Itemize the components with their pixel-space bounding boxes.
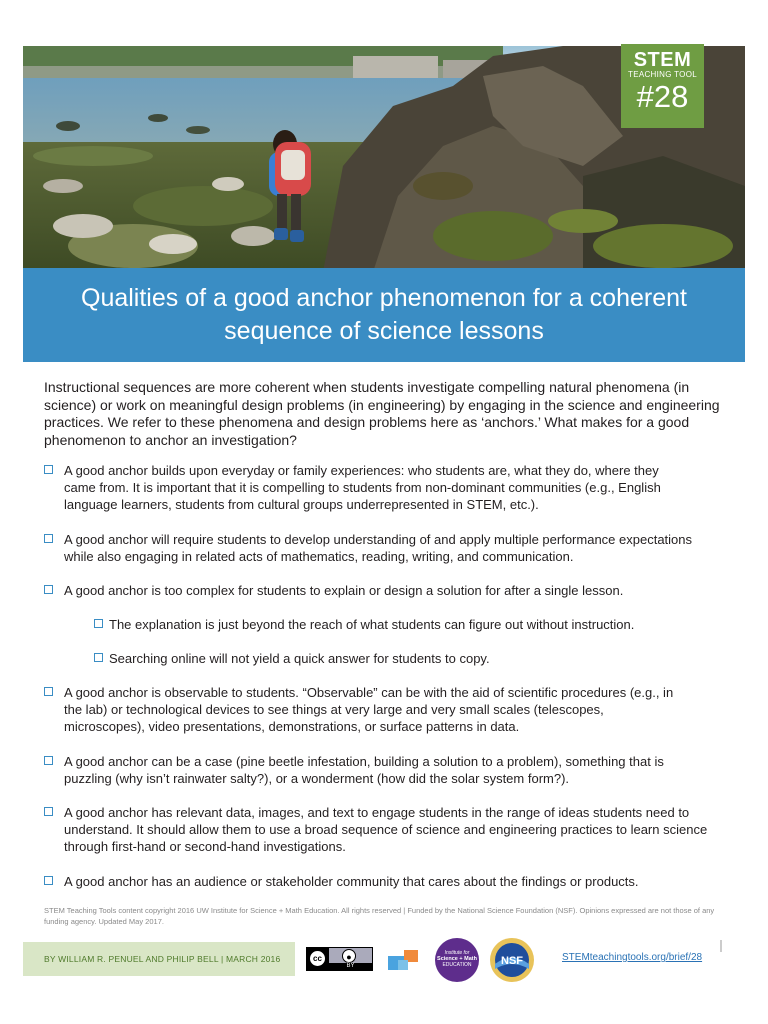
intro-paragraph: Instructional sequences are more coherent when students investigate compelling natural phenomena (in science) or work on meaningful design problems (in engineering) by engaging in the science and engineering practices. We refer to these phenomena and design problems here as ‘anchors.’ What makes for a good phenomenon to anchor an investigation? [44,379,720,448]
checkbox-icon[interactable] [94,653,103,662]
list-item-text: A good anchor will require students to develop understanding of and apply multiple performance expectations while also engaging in related acts of mathematics, reading, writing, and communication. [64,532,693,564]
list-item [44,462,684,513]
cc-by-label: BY [329,963,372,970]
nsf-logo-icon [489,937,535,983]
isme-line2: Science + Math [437,956,477,962]
list-item-text: Searching online will not yield a quick answer for students to copy. [109,651,490,666]
checkbox-icon[interactable] [44,807,53,816]
list-subitem [94,616,734,633]
creative-commons-license-icon[interactable] [306,947,373,971]
list-item-text: A good anchor is too complex for students to explain or design a solution for after a single lesson. [64,583,624,598]
stem-teaching-tool-badge [621,44,704,128]
institute-science-math-education-logo-icon [435,938,479,982]
badge-teaching-tool-label: TEACHING TOOL [628,70,697,79]
nsf-label: NSF [501,955,523,967]
checkbox-icon[interactable] [44,876,53,885]
list-subitem [94,650,734,667]
list-item [44,753,674,787]
divider [720,940,722,952]
page-title: Qualities of a good anchor phenomenon for a coherent sequence of science lessons [81,284,687,345]
checkbox-icon[interactable] [44,585,53,594]
list-item [44,804,724,855]
checkbox-icon[interactable] [44,687,53,696]
list-item [44,582,724,599]
isme-line3: EDUCATION [442,962,472,968]
badge-number: #28 [636,79,689,114]
list-item [44,531,724,565]
title-band [23,268,745,362]
checkbox-icon[interactable] [44,756,53,765]
research-practice-logo-icon [386,946,426,974]
list-item-text: A good anchor can be a case (pine beetle infestation, building a solution to a problem), something that is puzzling (why isn’t rainwater salty?), or a wonderment (how did the solar system form?). [64,754,664,786]
byline-text: BY WILLIAM R. PENUEL AND PHILIP BELL | MARCH 2016 [44,954,281,964]
checkbox-icon[interactable] [44,465,53,474]
copyright-notice: STEM Teaching Tools content copyright 2016 UW Institute for Science + Math Education. All rights reserved | Funded by the National Science Foundation (NSF). Opinions expressed are not those of any funding agency. Updated May 2017. [44,906,715,926]
badge-stem-label: STEM [633,49,692,71]
checkbox-icon[interactable] [44,534,53,543]
list-item [44,684,684,735]
list-item-text: A good anchor has relevant data, images, and text to engage students in the range of ideas students need to understand. It should allow them to use a broad sequence of science and engineering practices to learn science through first-hand or second-hand investigations. [64,805,708,854]
checkbox-icon[interactable] [94,619,103,628]
list-item-text: A good anchor builds upon everyday or family experiences: who students are, what they do, where they came from. It is important that it is compelling to students from non-dominant communities (e.g., English language learners, students from cultural groups underrepresented in STEM, etc.). [64,463,661,512]
list-item [44,873,724,890]
list-item-text: A good anchor has an audience or stakeholder community that cares about the findings or products. [64,874,639,889]
list-item-text: The explanation is just beyond the reach of what students can figure out without instruction. [109,617,635,632]
isme-line1: Institute for [444,950,470,956]
cc-icon: cc [310,951,325,966]
list-item-text: A good anchor is observable to students. “Observable” can be with the aid of scientific procedures (e.g., in the lab) or technological devices to see things at very large and very small scales (telescopes, microscopes), video presentations, demonstrations, or surface patterns in data. [64,685,674,734]
author-byline [23,942,295,976]
brief-url-link[interactable]: STEMteachingtools.org/brief/28 [562,952,703,963]
attribution-person-icon: ● [342,949,356,963]
